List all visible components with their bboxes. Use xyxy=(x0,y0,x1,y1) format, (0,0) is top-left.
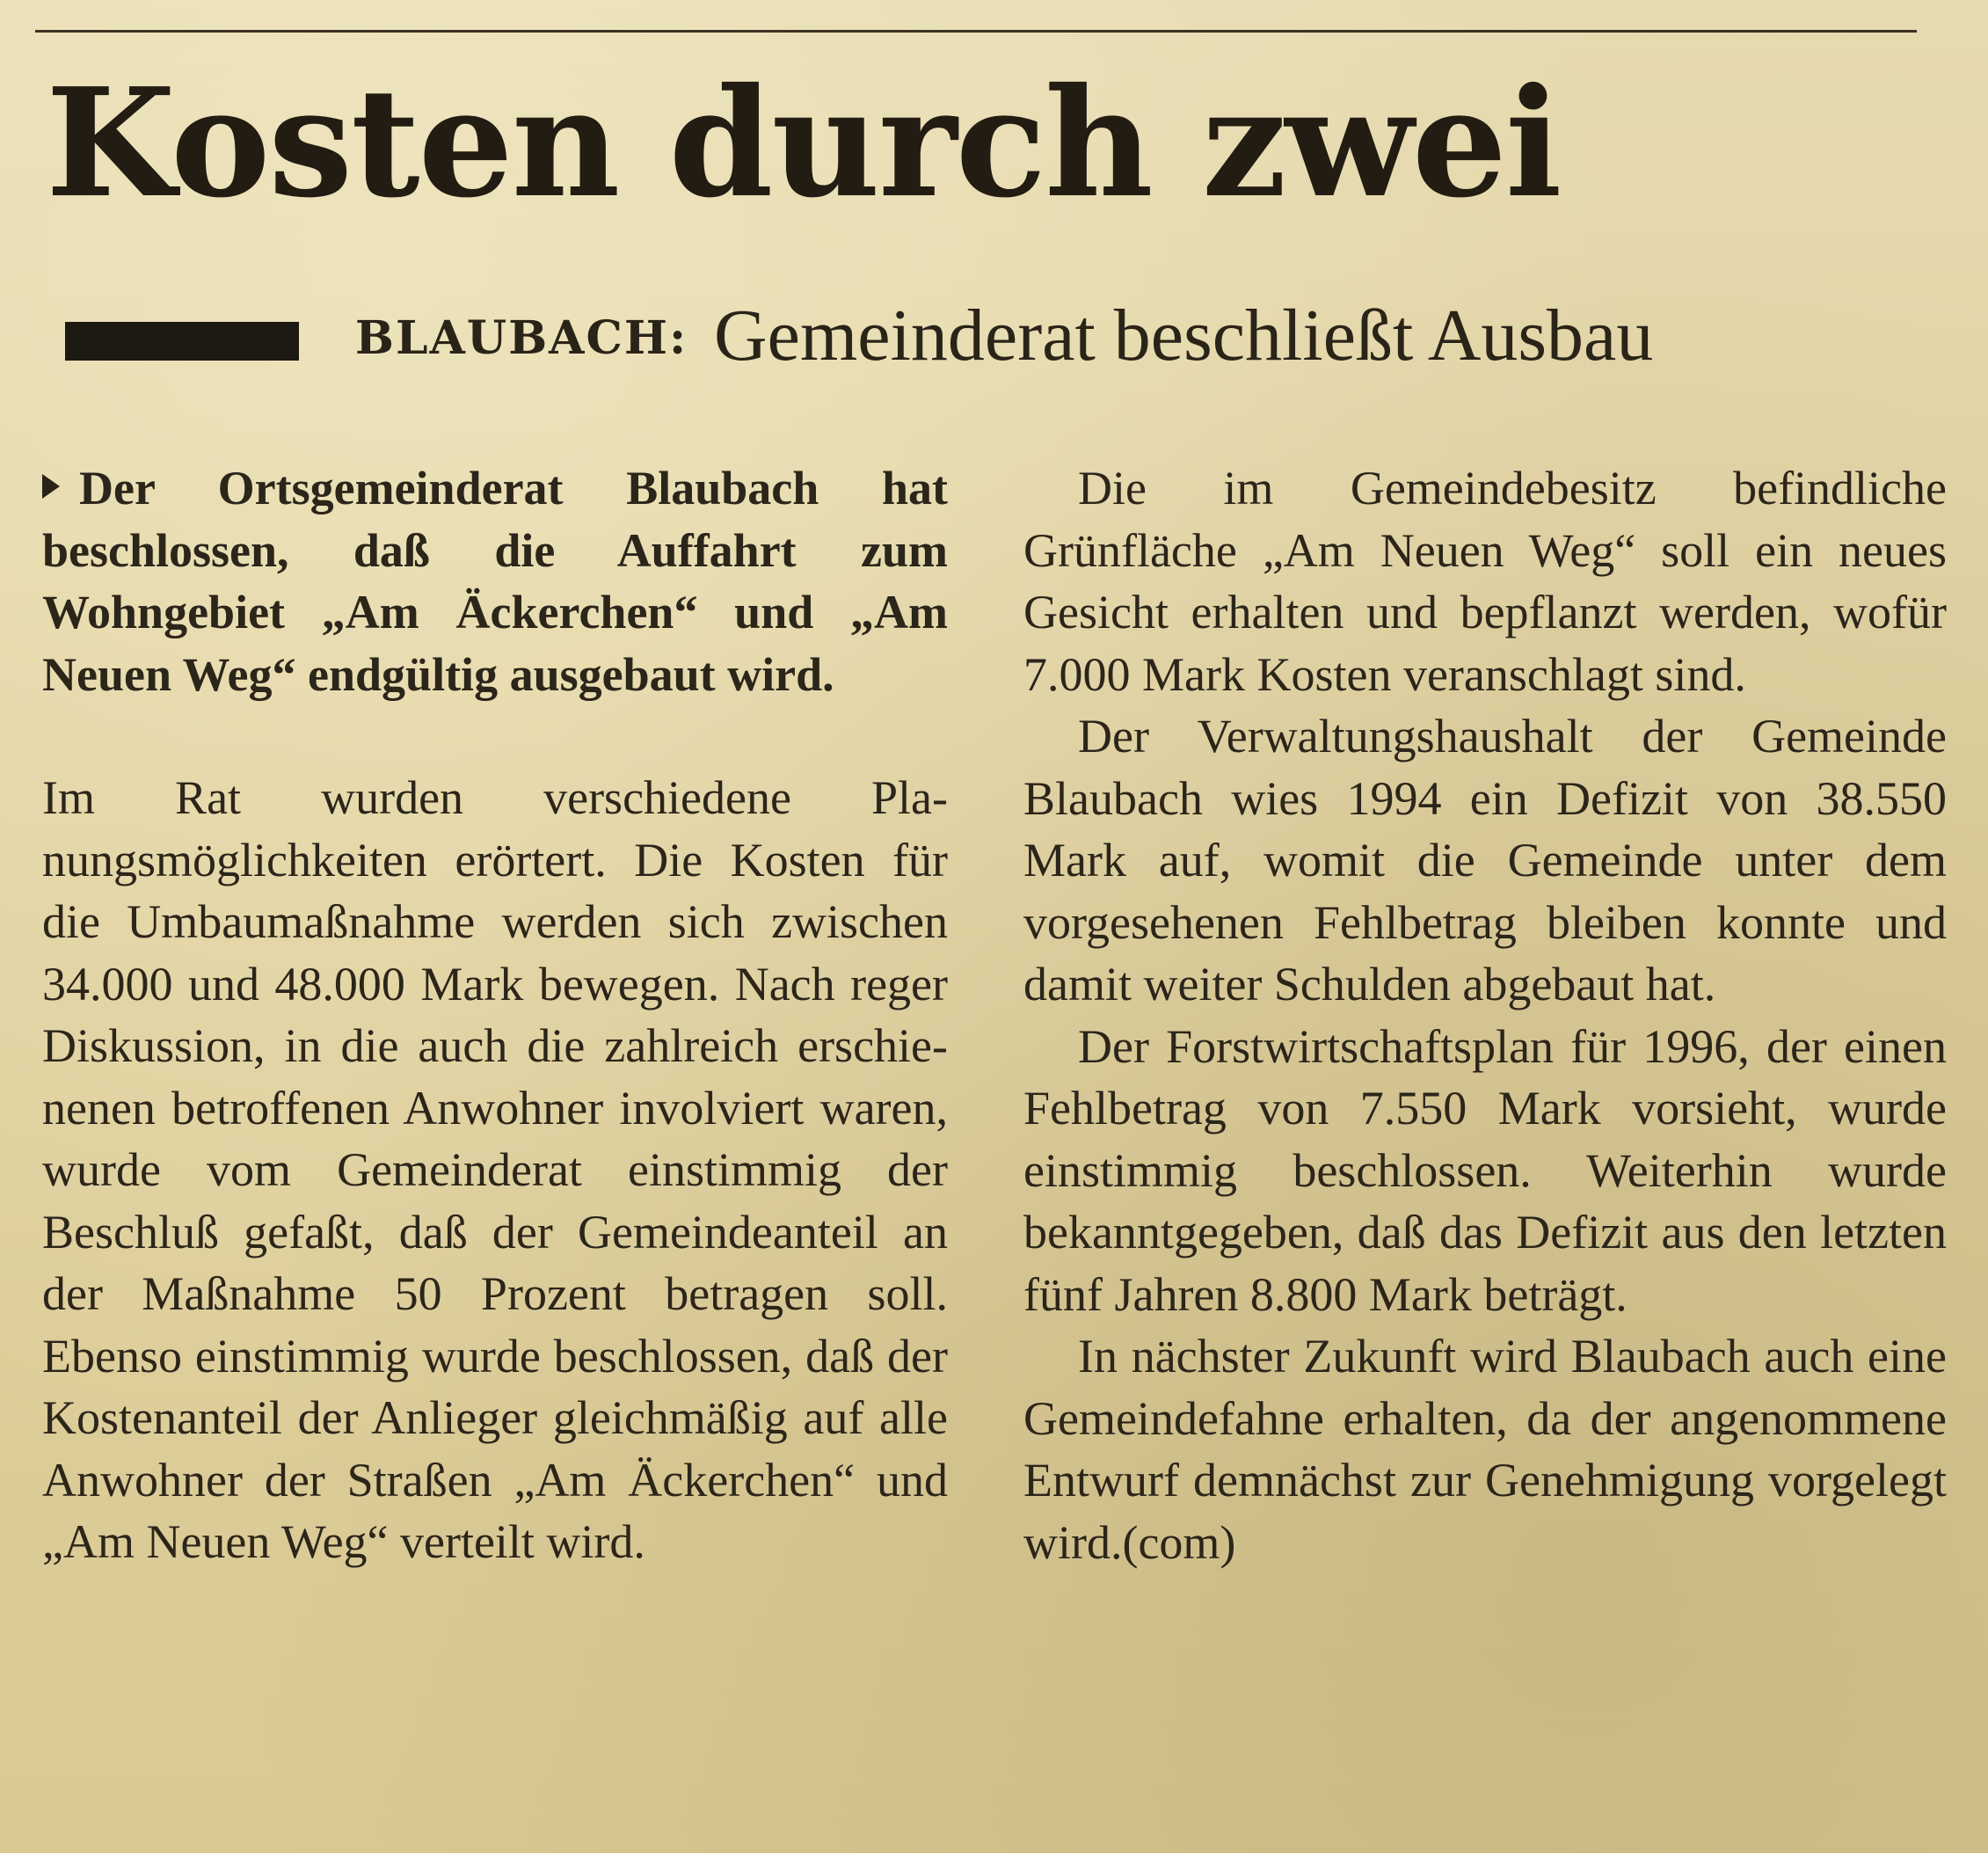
lead-text: Der Ortsgemeinderat Blaubach hat beschlossen, daß die Auffahrt zum Wohngebiet „Am Äckerchen“ und „Am Neuen Weg“ endgültig ausgebaut wird. xyxy=(42,462,948,701)
column-left xyxy=(42,457,948,1573)
body-paragraph: Der Forstwirtschaftsplan für 1996, der einen Fehlbetrag von 7.550 Mark vorsieht, wurde einstimmig beschlossen. Weiterhin wurde bekanntgegeben, daß das Defizit aus den letzten fünf Jahren 8.800 Mark beträgt. xyxy=(1023,1019,1947,1321)
body-paragraph: Der Verwaltungshaushalt der Gemeinde Blaubach wies 1994 ein Defizit von 38.550 Mark auf, womit die Gemeinde unter dem vorgesehenen Fehlbetrag bleiben konnte und damit weiter Schulden abgebaut hat. xyxy=(1023,710,1947,1010)
triangle-marker-icon xyxy=(42,474,60,499)
body-paragraph: Die im Gemeindebesitz befindliche Grünfläche „Am Neuen Weg“ soll ein neues Gesicht erhalten und bepflanzt werden, wofür 7.000 Mark Kosten veranschlagt sind. xyxy=(1023,462,1947,701)
column-right xyxy=(1023,457,1947,1573)
kicker-location: BLAUBACH: xyxy=(355,311,688,365)
body-paragraph-left: Im Rat wurden verschiedene Planungsmöglichkeiten erörtert. Die Kosten für die Umbaumaßnahme werden sich zwischen 34.000 und 48.000 Mark bewegen. Nach reger Diskussion, in die auch die zahlreich erschienenen betroffenen Anwohner involviert waren, wurde vom Gemeinderat einstimmig der Beschluß gefaßt, daß der Gemeindeanteil an der Maßnahme 50 Prozent betragen soll. Ebenso einstimmig wurde beschlossen, daß der Kostenanteil der Anlieger gleichmäßig auf alle Anwohner der Straßen „Am Äckerchen“ und „Am Neuen Weg“ verteilt wird. xyxy=(42,771,948,1568)
kicker-bar xyxy=(65,322,299,361)
subheadline: Gemeinderat beschließt Ausbau xyxy=(714,295,1654,376)
headline: Kosten durch zwei xyxy=(46,55,1561,231)
lead-paragraph xyxy=(42,457,948,705)
body-paragraph: In nächster Zukunft wird Blaubach auch eine Gemeindefahne erhalten, da der angenommene Entwurf demnächst zur Genehmigung vorgelegt wird.(com) xyxy=(1023,1330,1947,1569)
top-rule xyxy=(35,30,1917,33)
